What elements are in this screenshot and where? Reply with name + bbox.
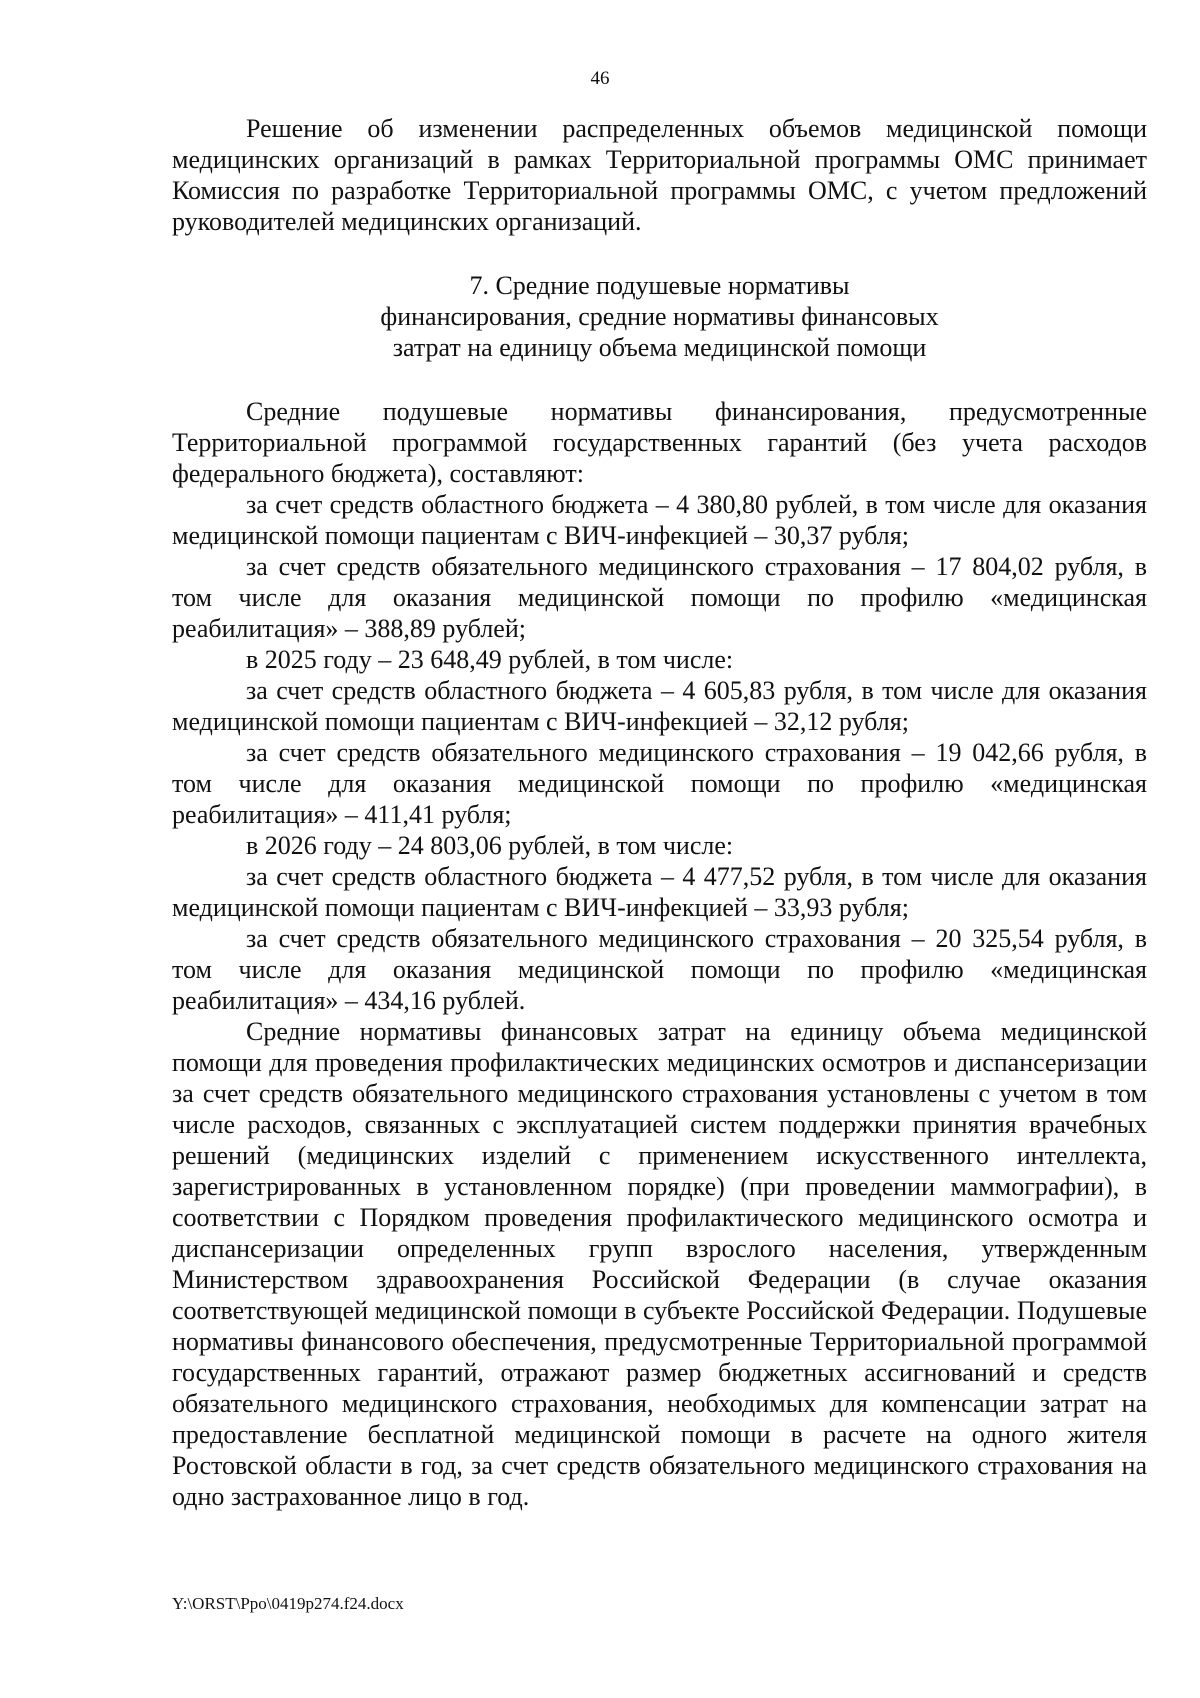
page-number: 46 xyxy=(590,68,610,89)
paragraph-intro: Средние подушевые нормативы финансирования, предусмотренные Территориальной программой государственных гарантий (без учета расходов федерального бюджета), составляют: xyxy=(172,397,1147,488)
section-body xyxy=(172,396,1147,1512)
paragraph-cost-standards: Средние нормативы финансовых затрат на единицу объема медицинской помощи для проведения профилактических медицинских осмотров и диспансеризации за счет средств обязательного медицинского страхования установлены с учетом в том числе расходов, связанных с эксплуатацией систем поддержки принятия врачебных решений (медицинских изделий с применением искусственного интеллекта, зарегистрированных в установленном порядке) (при проведении маммографии), в соответствии с Порядком проведения профилактического медицинского осмотра и диспансеризации определенных групп взрослого населения, утвержденным Министерством здравоохранения Российской Федерации (в случае оказания соответствующей медицинской помощи в субъекте Российской Федерации. Подушевые нормативы финансового обеспечения, предусмотренные Территориальной программой государственных гарантий, отражают размер бюджетных ассигнований и средств обязательного медицинского страхования, необходимых для компенсации затрат на предоставление бесплатной медицинской помощи в расчете на одного жителя Ростовской области в год, за счет средств обязательного медицинского страхования на одно застрахованное лицо в год. xyxy=(172,1017,1147,1511)
section-heading xyxy=(172,270,1147,363)
paragraph-2025-total: в 2025 году – 23 648,49 рублей, в том числе: xyxy=(246,645,734,674)
paragraph-2026-regional-budget: за счет средств областного бюджета – 4 477,52 рубля, в том числе для оказания медицинской помощи пациентам с ВИЧ-инфекцией – 33,93 рубля; xyxy=(172,862,1147,922)
paragraph-commission-decision: Решение об изменении распределенных объемов медицинской помощи медицинских организаций в рамках Территориальной программы ОМС принимает Комиссия по разработке Территориальной программы ОМС, с учетом предложений руководителей медицинских организаций. xyxy=(172,114,1147,236)
section-heading-line-2: финансирования, средние нормативы финансовых xyxy=(380,302,939,331)
paragraph-2026-total: в 2026 году – 24 803,06 рублей, в том числе: xyxy=(246,831,734,860)
paragraph-2024-regional-budget: за счет средств областного бюджета – 4 380,80 рублей, в том числе для оказания медицинской помощи пациентам с ВИЧ-инфекцией – 30,37 рубля; xyxy=(172,490,1147,550)
section-heading-line-3: затрат на единицу объема медицинской помощи xyxy=(392,333,927,362)
document-body xyxy=(172,113,1147,1512)
paragraph-2024-oms: за счет средств обязательного медицинского страхования – 17 804,02 рубля, в том числе для оказания медицинской помощи по профилю «медицинская реабилитация» – 388,89 рублей; xyxy=(172,552,1147,643)
paragraph-2025-regional-budget: за счет средств областного бюджета – 4 605,83 рубля, в том числе для оказания медицинской помощи пациентам с ВИЧ-инфекцией – 32,12 рубля; xyxy=(172,676,1147,736)
paragraph-2026-oms: за счет средств обязательного медицинского страхования – 20 325,54 рубля, в том числе для оказания медицинской помощи по профилю «медицинская реабилитация» – 434,16 рублей. xyxy=(172,924,1147,1015)
section-heading-line-1: 7. Средние подушевые нормативы xyxy=(469,271,850,300)
paragraph-2025-oms: за счет средств обязательного медицинского страхования – 19 042,66 рубля, в том числе для оказания медицинской помощи по профилю «медицинская реабилитация» – 411,41 рубля; xyxy=(172,738,1147,829)
footer-file-path: Y:\ORST\Ppo\0419p274.f24.docx xyxy=(172,1594,404,1613)
